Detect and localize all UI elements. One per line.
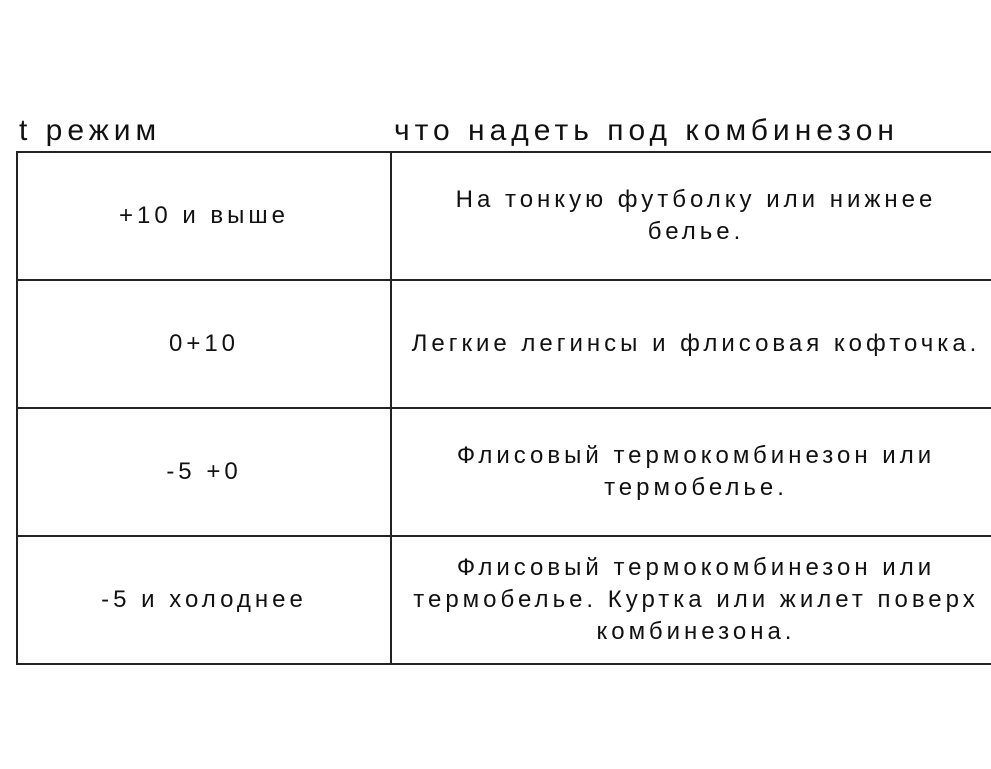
clothing-cell: Легкие легинсы и флисовая кофточка. [391,280,991,408]
clothing-cell: На тонкую футболку или нижнее белье. [391,152,991,280]
table-row [17,152,991,280]
table-row [17,536,991,664]
clothing-cell: Флисовый термокомбинезон или термобелье. [391,408,991,536]
table-row [17,408,991,536]
clothing-guide-table [16,151,991,665]
temperature-column-header: t режим [19,114,162,147]
temperature-cell: +10 и выше [17,152,391,280]
temperature-cell: -5 +0 [17,408,391,536]
temperature-cell: 0+10 [17,280,391,408]
clothing-column-header: что надеть под комбинезон [394,114,899,147]
table-row [17,280,991,408]
clothing-cell: Флисовый термокомбинезон или термобелье. Куртка или жилет поверх комбинезона. [391,536,991,664]
temperature-cell: -5 и холоднее [17,536,391,664]
